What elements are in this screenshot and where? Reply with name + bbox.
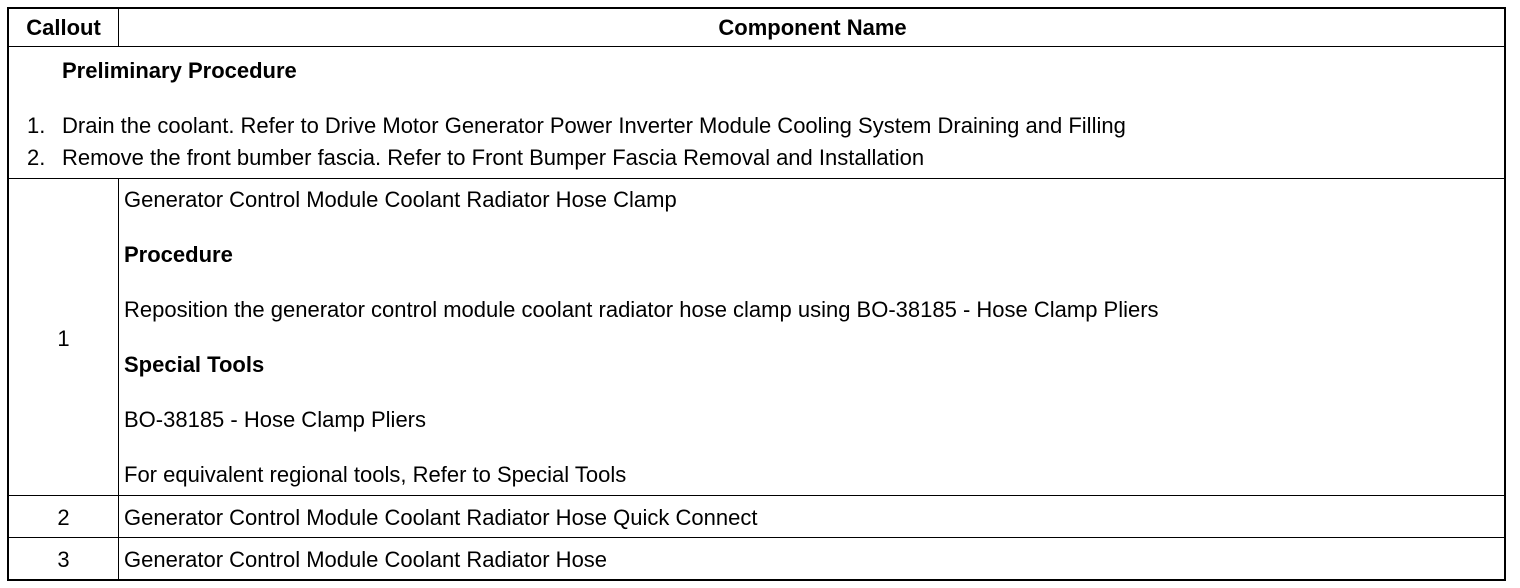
preliminary-step-1-text: Drain the coolant. Refer to Drive Motor Generator Power Inverter Module Cooling System Draining and Filling (62, 113, 1126, 138)
header-component-name: Component Name (718, 15, 907, 40)
row-2-divider (9, 537, 1504, 538)
header-callout: Callout (26, 15, 101, 40)
row-1-special-tools-heading: Special Tools (124, 352, 265, 377)
row-1-divider (9, 495, 1504, 496)
row-3-name: Generator Control Module Coolant Radiator Hose (124, 547, 608, 572)
row-1-special-tool: BO-38185 - Hose Clamp Pliers (124, 407, 427, 432)
row-2-name: Generator Control Module Coolant Radiator Hose Quick Connect (124, 505, 758, 530)
preliminary-step-2-number: 2. (27, 145, 46, 170)
preliminary-step-2-text: Remove the front bumber fascia. Refer to Front Bumper Fascia Removal and Installation (62, 145, 925, 170)
row-3-callout: 3 (57, 547, 70, 572)
column-divider-body (118, 178, 119, 581)
component-table (7, 7, 1506, 581)
preliminary-step-1-number: 1. (27, 113, 46, 138)
row-1-procedure-heading: Procedure (124, 242, 233, 267)
preliminary-title: Preliminary Procedure (62, 58, 297, 83)
row-1-regional-note: For equivalent regional tools, Refer to Special Tools (124, 462, 627, 487)
row-1-name: Generator Control Module Coolant Radiator Hose Clamp (124, 187, 677, 212)
row-1-procedure-text: Reposition the generator control module coolant radiator hose clamp using BO-38185 - Hose Clamp Pliers (124, 297, 1159, 322)
row-1-callout: 1 (57, 326, 70, 351)
header-divider (9, 46, 1504, 47)
row-2-callout: 2 (57, 505, 70, 530)
preliminary-divider (9, 178, 1504, 179)
